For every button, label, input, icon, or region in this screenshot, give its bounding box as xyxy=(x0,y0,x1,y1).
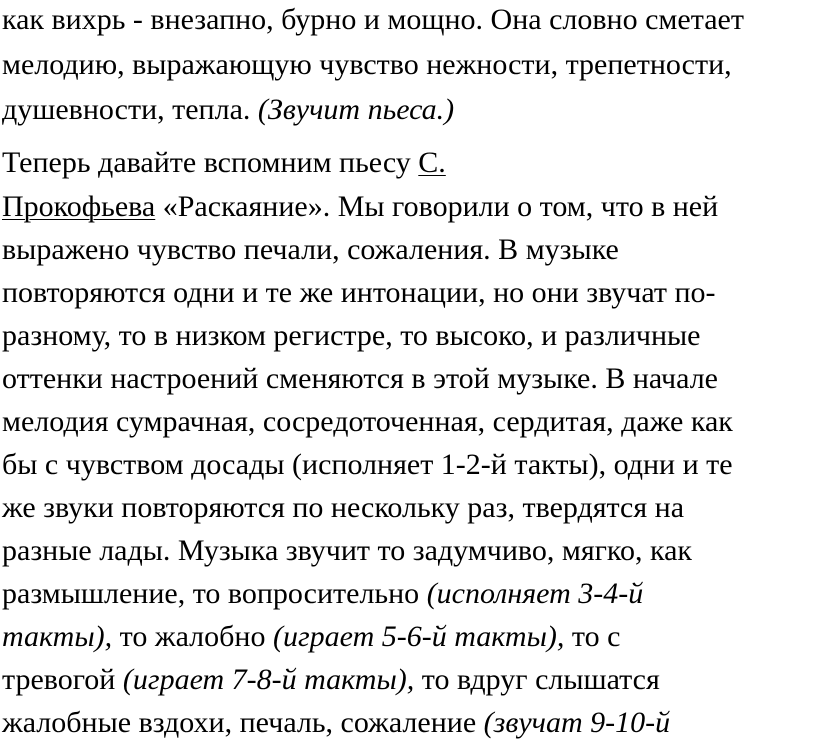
text-line xyxy=(2,361,718,397)
text-line xyxy=(2,576,643,612)
italic-note: (Звучит пьеса.) xyxy=(257,93,455,126)
text-segment: то вдруг слышатся xyxy=(421,663,660,696)
composer-link[interactable]: Прокофьева xyxy=(2,190,156,223)
text-line xyxy=(2,47,732,83)
text-segment: же звуки повторяются по нескольку раз, твердятся на xyxy=(2,491,685,524)
italic-note: (играет 7-8-й такты), xyxy=(122,663,415,696)
italic-note: (играет 5-6-й такты), xyxy=(272,620,565,653)
text-line xyxy=(2,232,619,268)
text-line xyxy=(2,189,718,225)
text-segment: Теперь давайте вспомним пьесу xyxy=(2,146,411,179)
text-line xyxy=(2,490,684,526)
text-line xyxy=(2,533,692,569)
text-line xyxy=(2,92,454,128)
text-line xyxy=(2,275,716,311)
text-line xyxy=(2,447,733,483)
text-segment: разные лады. Музыка звучит то задумчиво, мягко, как xyxy=(2,534,692,567)
text-segment: мелодию, выражающую чувство нежности, трепетности, xyxy=(2,48,732,81)
text-segment: тревогой xyxy=(2,663,116,696)
text-segment: повторяются одни и те же интонации, но они звучат по- xyxy=(2,276,716,309)
composer-link[interactable]: С. xyxy=(418,146,446,179)
text-segment: «Раскаяние». Мы говорили о том, что в ней xyxy=(162,190,719,223)
text-segment: жалобные вздохи, печаль, сожаление xyxy=(2,706,477,739)
text-segment: душевности, тепла. xyxy=(2,93,251,126)
text-segment: оттенки настроений сменяются в этой музыке. В начале xyxy=(2,362,718,395)
italic-note: такты), xyxy=(2,620,113,653)
italic-note: (исполняет 3-4-й xyxy=(426,577,644,610)
text-line xyxy=(2,662,660,698)
text-line xyxy=(2,404,733,440)
italic-note: (звучат 9-10-й xyxy=(483,706,671,739)
text-line xyxy=(2,2,744,38)
text-line xyxy=(2,619,620,655)
text-segment: то жалобно xyxy=(119,620,266,653)
text-segment: мелодия сумрачная, сосредоточенная, сердитая, даже как xyxy=(2,405,733,438)
text-line xyxy=(2,705,670,741)
text-segment: размышление, то вопросительно xyxy=(2,577,420,610)
text-segment: то с xyxy=(571,620,621,653)
text-line xyxy=(2,318,700,354)
text-segment: выражено чувство печали, сожаления. В музыке xyxy=(2,233,619,266)
text-line xyxy=(2,145,446,181)
text-segment: разному, то в низком регистре, то высоко, и различные xyxy=(2,319,701,352)
text-segment: бы с чувством досады (исполняет 1-2-й такты), одни и те xyxy=(2,448,733,481)
text-segment: как вихрь - внезапно, бурно и мощно. Она словно сметает xyxy=(2,3,744,36)
